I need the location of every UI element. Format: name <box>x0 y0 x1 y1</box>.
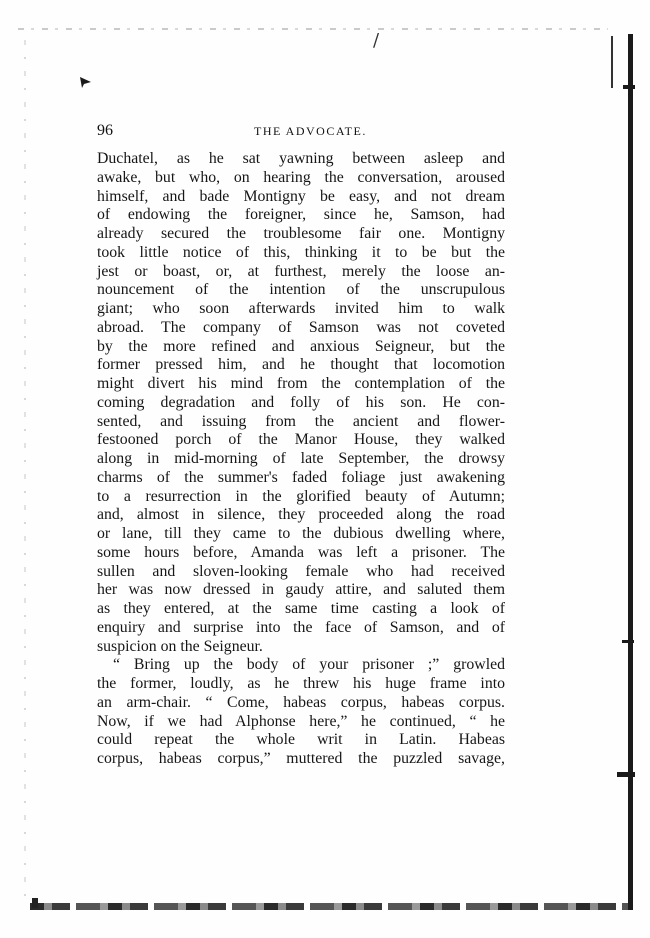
text-line: nouncement of the intention of the unscrupulous <box>97 281 505 299</box>
page-number: 96 <box>97 122 113 139</box>
text-line: Now, if we had Alphonse here,” he continued, “ he <box>97 712 505 730</box>
page-header <box>97 122 505 142</box>
text-line: of endowing the foreigner, since he, Samson, had <box>97 206 505 224</box>
printer-mark-icon <box>79 75 93 89</box>
text-line: abroad. The company of Samson was not coveted <box>97 318 505 336</box>
text-line: jest or boast, or, at furthest, merely the loose an- <box>97 262 505 280</box>
text-line: former pressed him, and he thought that locomotion <box>97 356 505 374</box>
scan-edge-notch <box>32 898 38 908</box>
text-line: himself, and bade Montigny be easy, and not dream <box>97 187 505 205</box>
text-line: corpus, habeas corpus,” muttered the puzzled savage, <box>97 750 505 767</box>
text-line: or lane, till they came to the dubious dwelling where, <box>97 525 505 542</box>
scan-edge-notch <box>623 85 635 89</box>
scan-edge-top <box>18 28 608 30</box>
scan-edge-right <box>628 34 633 910</box>
text-line: to a resurrection in the glorified beauty of Autumn; <box>97 487 505 505</box>
running-head: THE ADVOCATE. <box>254 124 367 138</box>
text-line: coming degradation and folly of his son. He con- <box>97 393 505 411</box>
text-line: might divert his mind from the contemplation of the <box>97 375 505 392</box>
text-line: some hours before, Amanda was left a prisoner. The <box>97 543 505 561</box>
text-line: could repeat the whole writ in Latin. Habeas <box>97 731 505 749</box>
text-line: Duchatel, as he sat yawning between asleep and <box>97 150 505 167</box>
text-line: charms of the summer's faded foliage just awakening <box>97 468 505 486</box>
text-line: and, almost in silence, they proceeded along the road <box>97 506 505 524</box>
scan-edge-left <box>24 40 26 900</box>
text-line: took little notice of this, thinking it to be but the <box>97 243 505 261</box>
text-line: festooned porch of the Manor House, they walked <box>97 431 505 449</box>
text-line: enquiry and surprise into the face of Samson, and of <box>97 618 505 636</box>
text-line: sullen and sloven-looking female who had received <box>97 562 505 580</box>
scan-edge-bottom <box>30 903 630 910</box>
text-line: sented, and issuing from the ancient and flower- <box>97 412 505 430</box>
scan-mark: / <box>373 30 380 51</box>
text-line: her was now dressed in gaudy attire, and saluted them <box>97 581 505 599</box>
text-line: awake, but who, on hearing the conversation, aroused <box>97 168 505 186</box>
scan-edge-right-mark <box>611 36 613 88</box>
text-line: the former, loudly, as he threw his huge frame into <box>97 675 505 692</box>
text-line: suspicion on the Seigneur. <box>97 637 263 655</box>
text-line: “ Bring up the body of your prisoner ;” growled <box>113 656 505 674</box>
body-text <box>97 150 505 769</box>
text-line: along in mid-morning of late September, the drowsy <box>97 450 505 467</box>
text-line: already secured the troublesome fair one. Montigny <box>97 225 505 242</box>
scan-edge-notch <box>617 772 635 777</box>
scan-edge-notch <box>622 640 634 643</box>
text-line: giant; who soon afterwards invited him to walk <box>97 300 505 317</box>
text-line: an arm-chair. “ Come, habeas corpus, habeas corpus. <box>97 693 505 711</box>
text-line: by the more refined and anxious Seigneur, but the <box>97 337 505 355</box>
text-line: as they entered, at the same time casting a look of <box>97 600 505 617</box>
